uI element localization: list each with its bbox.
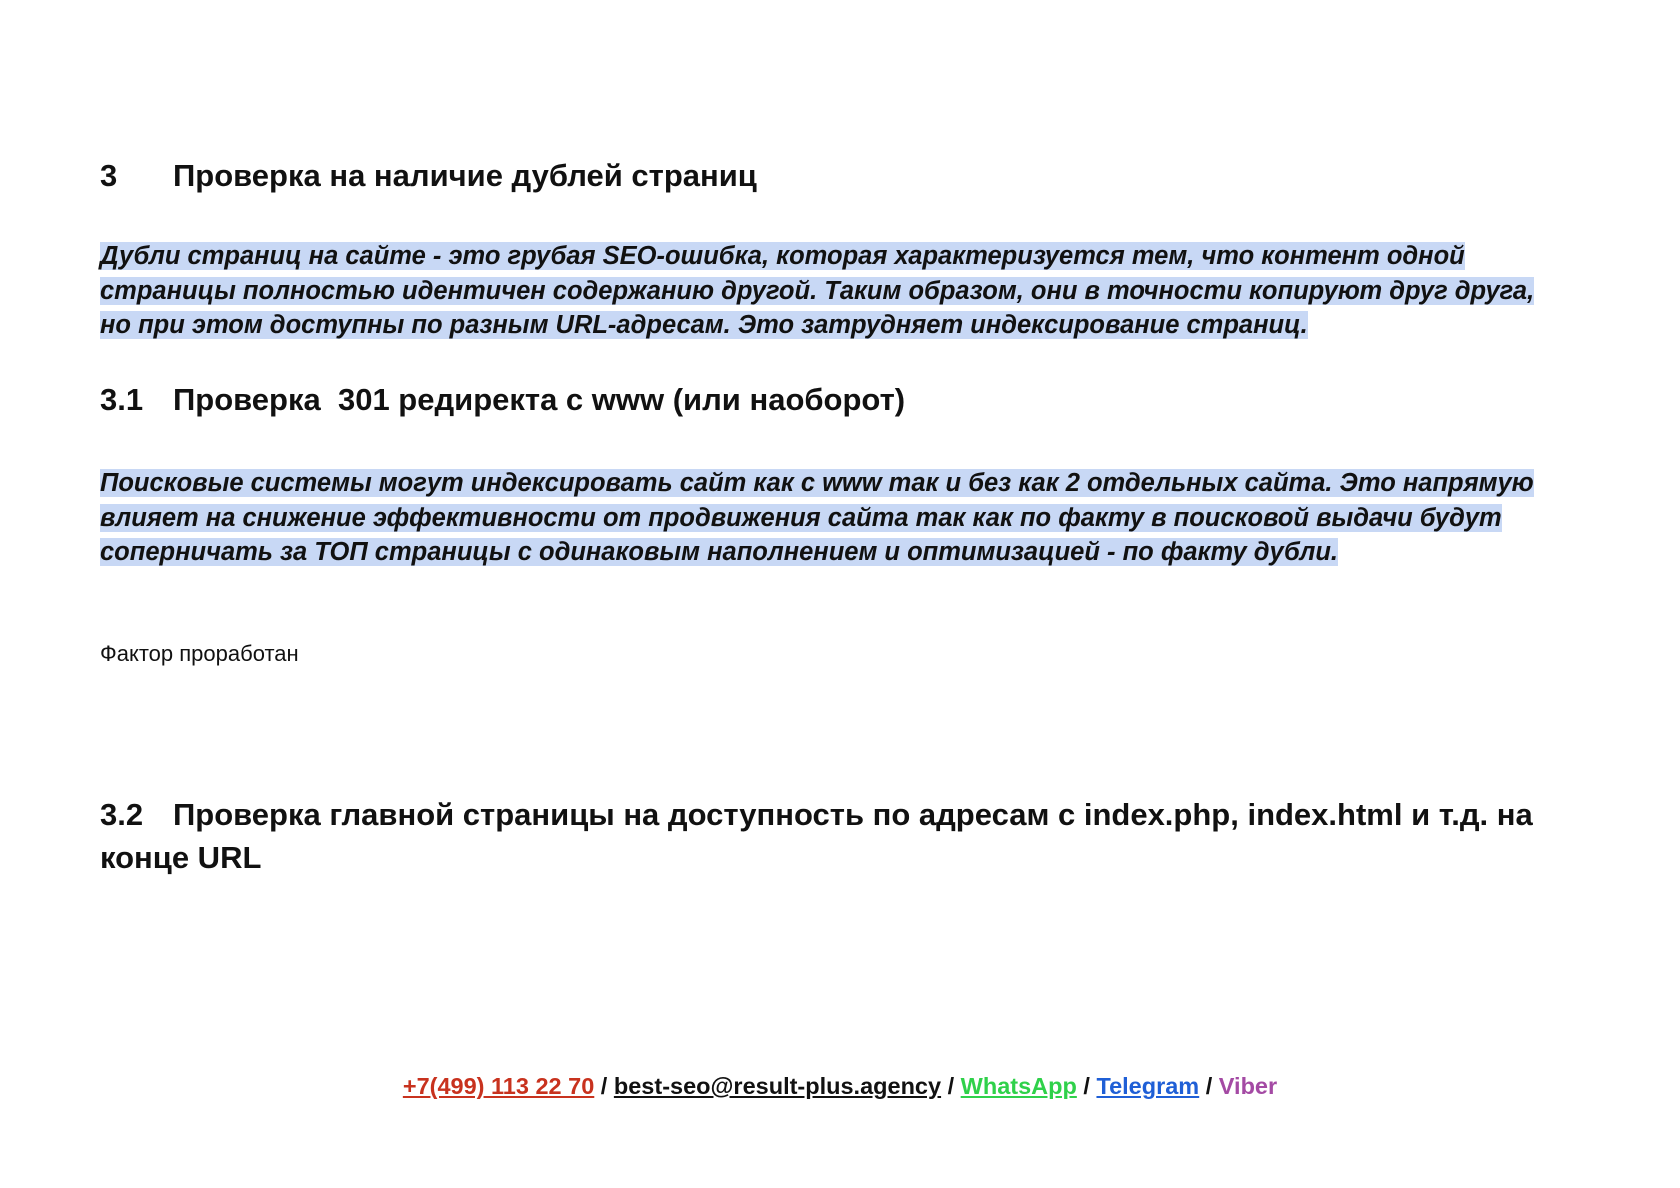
section-3-description [100,239,1550,343]
whatsapp-link[interactable]: WhatsApp [960,1073,1077,1099]
section-3-heading [100,154,757,197]
section-3-1-title: Проверка 301 редиректа с www (или наоборот) [173,382,906,417]
section-3-1-status: Фактор проработан [100,641,299,666]
telegram-link[interactable]: Telegram [1096,1073,1200,1099]
email-link[interactable]: best-seo@result-plus.agency [613,1073,942,1099]
section-3-2-title: Проверка главной страницы на доступность по адресам с index.php, index.html и т.д. на конце URL [100,797,1533,875]
section-3-2-number: 3.2 [100,797,144,832]
phone-link[interactable]: +7(499) 113 22 70 [402,1073,595,1099]
section-3-2-heading [100,793,1580,879]
section-3-1-number: 3.1 [100,382,144,417]
footer-separator: / [594,1073,614,1099]
section-3-description-text: Дубли страниц на сайте - это грубая SEO-ошибка, которая характеризуется тем, что контент одной страницы полностью идентичен содержанию другой. Таким образом, они в точности копируют друг друга, но при этом доступны по разным URL-адресам. Это затрудняет индексирование страниц. [100,242,1535,340]
footer-separator: / [1076,1073,1097,1099]
section-3-1-heading [100,378,905,421]
viber-label: Viber [1218,1073,1278,1099]
section-3-1-description-text: Поисковые системы могут индексировать сайт как с www так и без как 2 отдельных сайта. Это напрямую влияет на снижение эффективности от продвижения сайта так как по факту в поисковой выдачи будут соперничать за ТОП страницы с одинаковым наполнением и оптимизацией - по факту дубли. [100,469,1534,567]
footer-separator: / [1199,1073,1219,1099]
section-3-number: 3 [100,158,118,193]
section-3-title: Проверка на наличие дублей страниц [173,158,757,193]
contact-footer [0,1071,1680,1101]
section-3-1-description [100,466,1550,570]
footer-separator: / [941,1073,961,1099]
